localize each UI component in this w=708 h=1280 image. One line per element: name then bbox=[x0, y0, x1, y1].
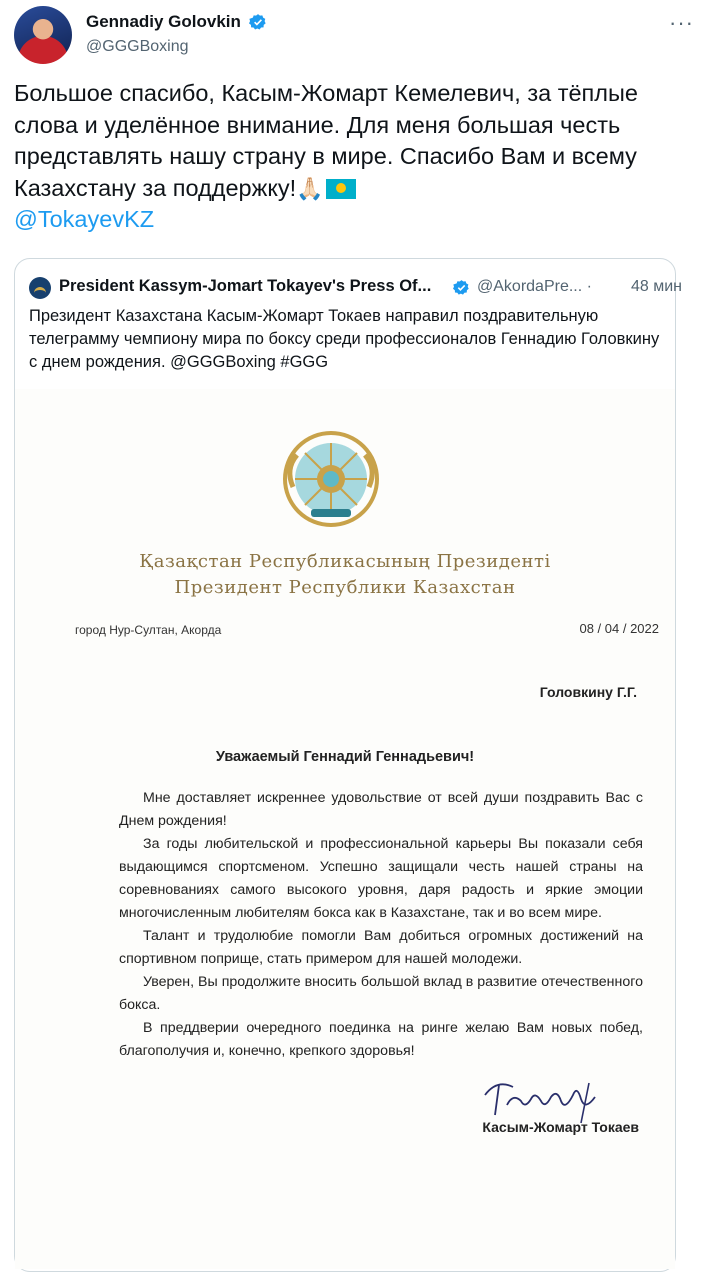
quoted-tweet-text: Президент Казахстана Касым-Жомарт Токаев направил поздравительную телеграмму чемпиону мира по боксу среди профессионалов Геннадию Головкину с днем рождения. @GGGBoxing #GGG bbox=[29, 307, 660, 371]
quoted-tweet[interactable] bbox=[14, 258, 683, 1272]
author-handle[interactable]: @GGGBoxing bbox=[86, 38, 189, 55]
tweet-header bbox=[14, 6, 694, 66]
handwritten-signature-icon bbox=[477, 1075, 607, 1125]
letter-city: город Нур-Султан, Акорда bbox=[75, 623, 222, 637]
letter-paragraph: Талант и трудолюбие помогли Вам добиться огромных достижений на спортивном поприще, стать примером для нашей молодежи. bbox=[119, 928, 643, 967]
letter-paragraph: Уверен, Вы продолжите вносить большой вклад в развитие отечественного бокса. bbox=[119, 974, 643, 1013]
letter-paragraph: Мне доставляет искреннее удовольствие от всей души поздравить Вас с Днем рождения! bbox=[119, 790, 643, 829]
mention-link[interactable]: @TokayevKZ bbox=[14, 206, 155, 232]
author-block bbox=[86, 12, 267, 56]
letter-title-ru: Президент Республики Казахстан bbox=[174, 577, 516, 598]
verified-badge-icon bbox=[249, 13, 267, 31]
quoted-handle[interactable]: @AkordaPre... · bbox=[477, 278, 592, 295]
tweet-text bbox=[14, 78, 694, 236]
letter-recipient: Головкину Г.Г. bbox=[539, 684, 637, 700]
kazakhstan-emblem-icon bbox=[281, 429, 381, 529]
letter-paragraph: В преддверии очередного поединка на ринге желаю Вам новых побед, благополучия и, конечно, крепкого здоровья! bbox=[119, 1020, 643, 1059]
letter-signer: Касым-Жомарт Токаев bbox=[482, 1119, 639, 1135]
verified-badge-icon bbox=[453, 279, 470, 296]
author-display-name[interactable]: Gennadiy Golovkin bbox=[86, 12, 241, 31]
quoted-tweet-header bbox=[29, 275, 683, 299]
letter-paragraph: За годы любительской и профессиональной карьеры Вы показали себя выдающимся спортсменом. Успешно защищали честь нашей страны на соревнованиях самого высокого уровня, даря радость и яркие эмоции многочисленным любителям бокса как в Казахстане, так и во всем мире. bbox=[119, 836, 643, 921]
letter-image[interactable] bbox=[15, 389, 675, 1269]
kazakhstan-flag-icon bbox=[326, 179, 356, 199]
folded-hands-emoji: 🙏🏻 bbox=[296, 175, 324, 201]
avatar[interactable] bbox=[14, 6, 72, 64]
letter-body bbox=[119, 787, 643, 1063]
letter-salutation: Уважаемый Геннадий Геннадьевич! bbox=[215, 749, 475, 765]
quoted-display-name[interactable]: President Kassym-Jomart Tokayev's Press Of... bbox=[59, 277, 432, 295]
letter-title-kz: Қазақстан Республикасының Президенті bbox=[139, 551, 551, 572]
tweet-body: Большое спасибо, Касым-Жомарт Кемелевич, за тёплые слова и уделённое внимание. Для меня большая честь представлять нашу страну в мире. Спасибо Вам и всему Казахстану за поддержку! bbox=[14, 80, 638, 201]
quoted-timestamp[interactable]: 48 мин bbox=[631, 278, 683, 295]
more-options-icon[interactable]: ··· bbox=[669, 10, 694, 35]
letter-date: 08 / 04 / 2022 bbox=[579, 621, 659, 636]
quoted-avatar[interactable] bbox=[29, 277, 51, 299]
